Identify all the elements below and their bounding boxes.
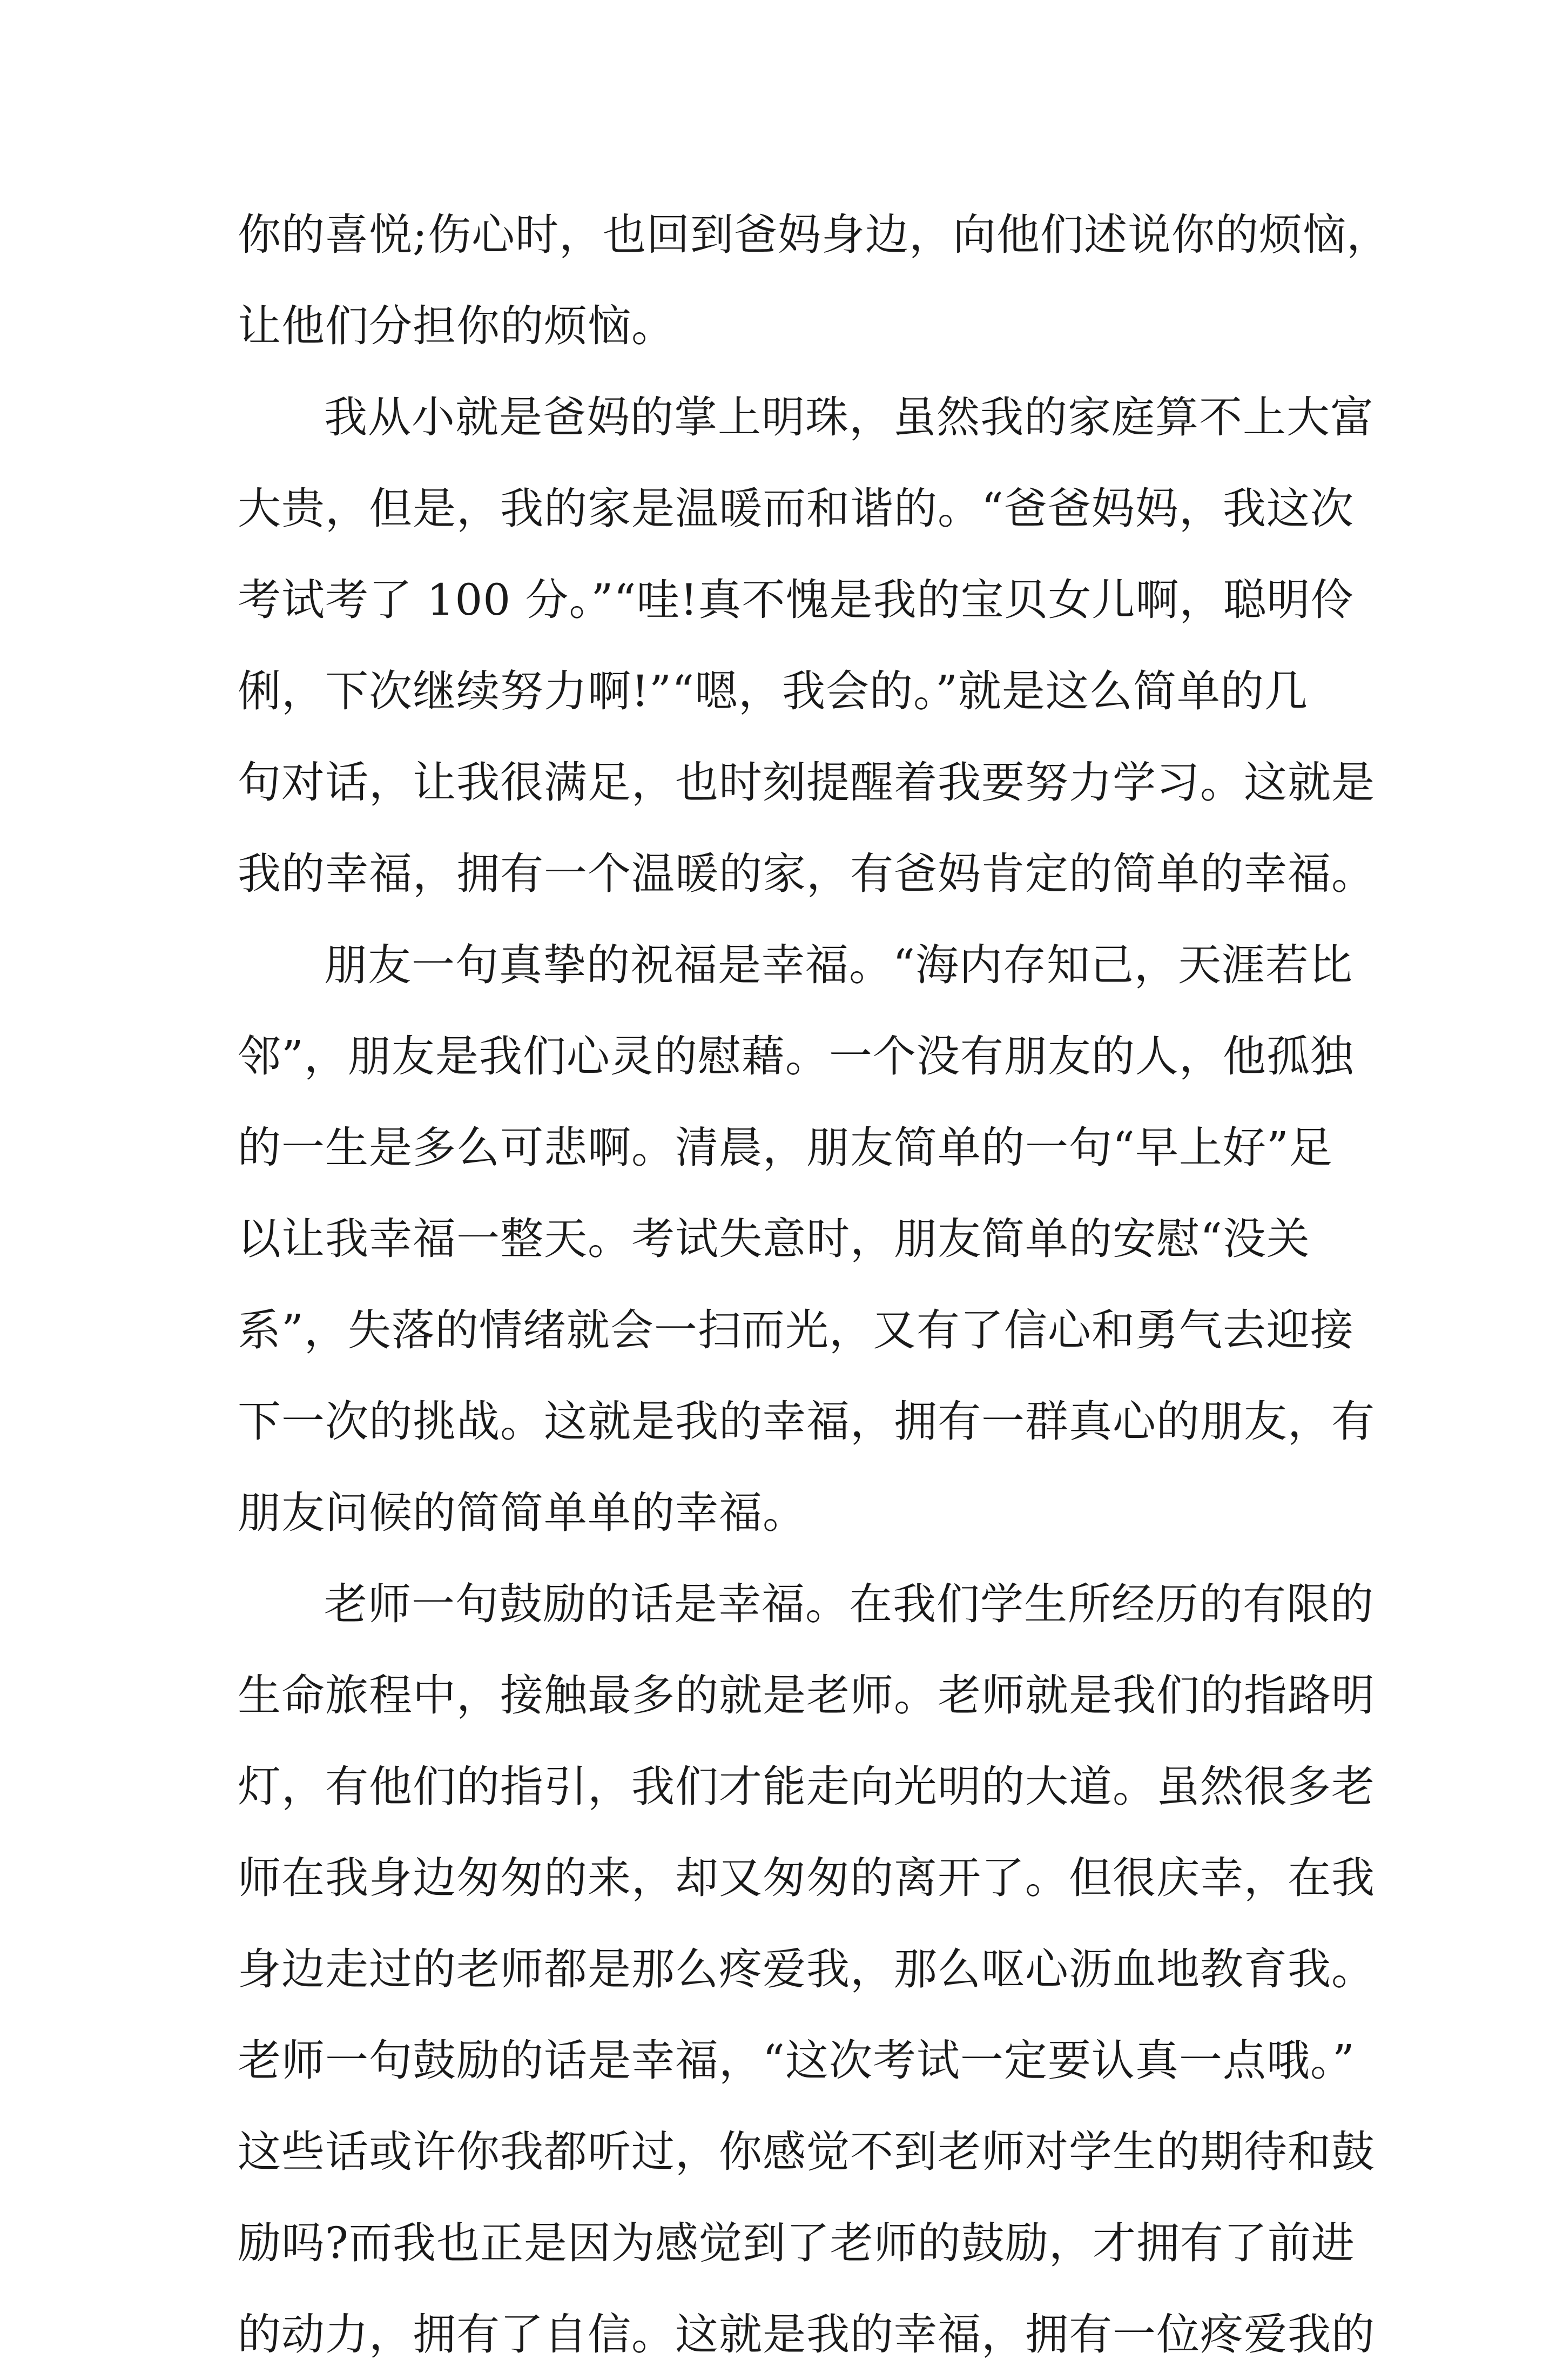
text-line-8: 我的幸福，拥有一个温暖的家，有爸妈肯定的简单的幸福。 <box>238 849 1375 899</box>
text-line-22: 这些话或许你我都听过，你感觉不到老师对学生的期待和鼓 <box>238 2127 1375 2177</box>
text-line-14: 下一次的挑战。这就是我的幸福，拥有一群真心的朋友，有 <box>238 1396 1375 1447</box>
text-line-5: 考试考了 100 分。”“哇!真不愧是我的宝贝女儿啊，聪明伶 <box>238 575 1355 625</box>
text-line-12: 以让我幸福一整天。考试失意时，朋友简单的安慰“没关 <box>238 1214 1310 1264</box>
text-line-24: 的动力，拥有了自信。这就是我的幸福，拥有一位疼爱我的 <box>238 2309 1375 2359</box>
text-line-23: 励吗?而我也正是因为感觉到了老师的鼓励，才拥有了前进 <box>238 2218 1355 2268</box>
text-line-9: 朋友一句真挚的祝福是幸福。“海内存知己，天涯若比 <box>324 940 1353 990</box>
text-line-11: 的一生是多么可悲啊。清晨，朋友简单的一句“早上好”足 <box>238 1122 1333 1173</box>
text-line-16: 老师一句鼓励的话是幸福。在我们学生所经历的有限的 <box>324 1579 1374 1629</box>
text-line-4: 大贵，但是，我的家是温暖而和谐的。“爸爸妈妈，我这次 <box>238 483 1354 534</box>
text-line-15: 朋友问候的简简单单的幸福。 <box>238 1488 806 1538</box>
text-line-3: 我从小就是爸妈的掌上明珠，虽然我的家庭算不上大富 <box>324 392 1374 442</box>
text-line-20: 身边走过的老师都是那么疼爱我，那么呕心沥血地教育我。 <box>238 1944 1375 1994</box>
text-line-6: 俐，下次继续努力啊!”“嗯，我会的。”就是这么简单的几 <box>238 666 1308 716</box>
text-line-10: 邻”，朋友是我们心灵的慰藉。一个没有朋友的人，他孤独 <box>238 1031 1354 1081</box>
text-line-18: 灯，有他们的指引，我们才能走向光明的大道。虽然很多老 <box>238 1762 1375 1812</box>
text-line-2: 让他们分担你的烦恼。 <box>238 301 675 351</box>
text-line-1: 你的喜悦;伤心时，也回到爸妈身边，向他们述说你的烦恼， <box>238 210 1390 260</box>
text-line-7: 句对话，让我很满足，也时刻提醒着我要努力学习。这就是 <box>238 757 1375 808</box>
text-line-19: 师在我身边匆匆的来，却又匆匆的离开了。但很庆幸，在我 <box>238 1853 1375 1903</box>
text-line-21: 老师一句鼓励的话是幸福，“这次考试一定要认真一点哦。” <box>238 2035 1355 2086</box>
text-line-17: 生命旅程中，接触最多的就是老师。老师就是我们的指路明 <box>238 1670 1375 1720</box>
text-line-13: 系”，失落的情绪就会一扫而光，又有了信心和勇气去迎接 <box>238 1305 1354 1355</box>
essay-body <box>238 189 1390 2380</box>
